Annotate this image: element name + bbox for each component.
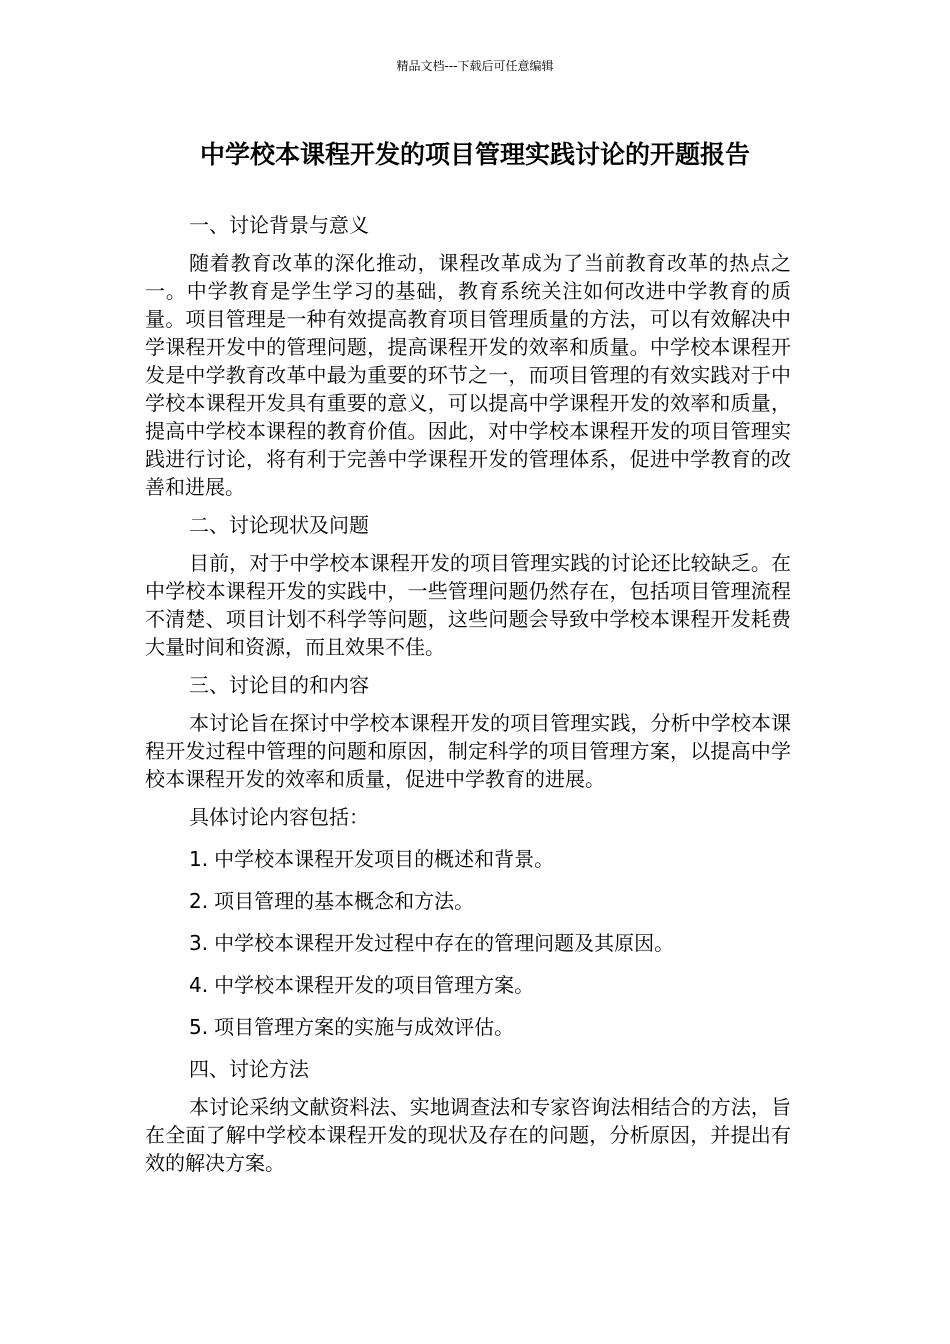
document-title: 中学校本课程开发的项目管理实践讨论的开题报告	[199, 140, 750, 169]
list-item-number: 2.	[189, 889, 209, 913]
paragraph-method: 本讨论采纳文献资料法、实地调查法和专家咨询法相结合的方法，旨在全面了解中学校本课程开发的现状及存在的问题，分析原因，并提出有效的解决方案。	[145, 1095, 791, 1175]
list-item	[145, 1013, 791, 1041]
section-heading-background: 一、讨论背景与意义	[189, 213, 369, 237]
section-heading-purpose: 三、讨论目的和内容	[189, 673, 369, 697]
list-item-text: 中学校本课程开发的项目管理方案。	[214, 973, 535, 997]
paragraph-status: 目前，对于中学校本课程开发的项目管理实践的讨论还比较缺乏。在中学校本课程开发的实践中，一些管理问题仍然存在，包括项目管理流程不清楚、项目计划不科学等问题，这些问题会导致中学校本课程开发耗费大量时间和资源，而且效果不佳。	[145, 551, 791, 659]
page-header: 精品文档---下载后可任意编辑	[396, 59, 554, 73]
section-heading-status: 二、讨论现状及问题	[189, 513, 369, 537]
document-body	[145, 211, 791, 1187]
list-item-text: 项目管理方案的实施与成效评估。	[214, 1015, 515, 1039]
list-item	[145, 929, 791, 957]
paragraph-purpose: 本讨论旨在探讨中学校本课程开发的项目管理实践，分析中学校本课程开发过程中管理的问题和原因，制定科学的项目管理方案，以提高中学校本课程开发的效率和质量，促进中学教育的进展。	[145, 711, 791, 791]
section-heading-method: 四、讨论方法	[189, 1057, 309, 1081]
list-intro: 具体讨论内容包括：	[189, 805, 369, 829]
list-item-text: 中学校本课程开发项目的概述和背景。	[214, 847, 555, 871]
list-item-number: 1.	[189, 847, 209, 871]
list-item	[145, 887, 791, 915]
paragraph-background: 随着教育改革的深化推动，课程改革成为了当前教育改革的热点之一。中学教育是学生学习的基础，教育系统关注如何改进中学教育的质量。项目管理是一种有效提高教育项目管理质量的方法，可以有效解决中学课程开发中的管理问题，提高课程开发的效率和质量。中学校本课程开发是中学教育改革中最为重要的环节之一，而项目管理的有效实践对于中学校本课程开发具有重要的意义，可以提高中学课程开发的效率和质量，提高中学校本课程的教育价值。因此，对中学校本课程开发的项目管理实践进行讨论，将有利于完善中学课程开发的管理体系，促进中学教育的改善和进展。	[145, 251, 791, 499]
list-item-text: 项目管理的基本概念和方法。	[214, 889, 475, 913]
list-item-text: 中学校本课程开发过程中存在的管理问题及其原因。	[214, 931, 675, 955]
list-item-number: 4.	[189, 973, 209, 997]
list-item-number: 3.	[189, 931, 209, 955]
list-item	[145, 845, 791, 873]
list-item-number: 5.	[189, 1015, 209, 1039]
list-item	[145, 971, 791, 999]
